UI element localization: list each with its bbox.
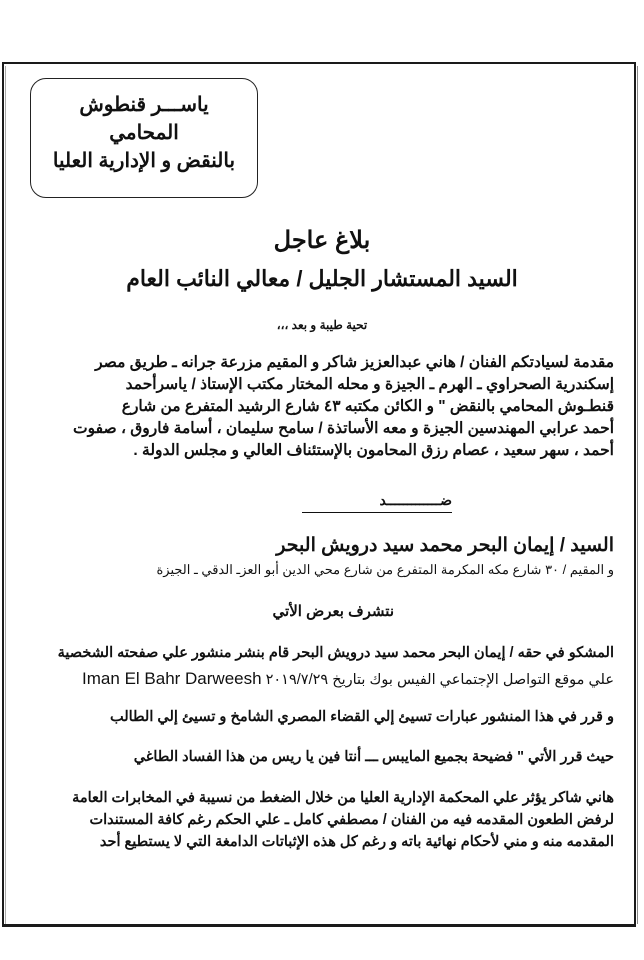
document-heading: بلاغ عاجل <box>273 227 371 254</box>
body-line: المشكو في حقه / إيمان البحر محمد سيد درويش البحر قام بنشر منشور علي صفحته الشخصية <box>57 645 614 661</box>
defendant-name: السيد / إيمان البحر محمد سيد درويش البحر <box>276 535 614 556</box>
border-inner-left <box>5 66 6 924</box>
paragraph-line: أحمد ، سهر سعيد ، عصام رزق المحامون بالإستئناف العالي و مجلس الدولة . <box>133 442 614 459</box>
body-line: المقدمه منه و مني لأحكام نهائية باته و رغم كل هذه الإثباتات الدامغة التي لا يستطيع أحد <box>99 834 614 850</box>
paragraph-line: مقدمة لسيادتكم الفنان / هاني عبدالعزيز شاكر و المقيم مزرعة جرانه ـ طريق مصر <box>95 354 614 371</box>
paragraph-line: أحمد عرابي المهندسين الجيزة و معه الأساتذة / سامح سليمان ، أسامة فاروق ، صفوت <box>73 420 614 437</box>
paragraph-line: قنطـوش المحامي بالنقض " و الكائن مكتبه ٤٣ شارع الرشيد المتفرع من شارع <box>121 398 614 415</box>
lawyer-title: المحامي <box>109 122 179 144</box>
lawyer-court: بالنقض و الإدارية العليا <box>52 150 236 172</box>
versus-label: ضـــــــــــــد <box>302 492 452 513</box>
complaint-paragraph <box>32 352 614 462</box>
defendant-address: و المقيم / ٣٠ شارع مكه المكرمة المتفرع من شارع محي الدين أبو العزـ الدقي ـ الجيزة <box>156 562 614 577</box>
body-line: و قرر في هذا المنشور عبارات تسيئ إلي القضاء المصري الشامخ و تسيئ إلي الطالب <box>109 709 614 725</box>
addressee-line: السيد المستشار الجليل / معالي النائب العام <box>126 266 518 291</box>
section-title: نتشرف بعرض الأتي <box>272 603 394 620</box>
letterhead-box <box>30 78 258 198</box>
facebook-page-name: Iman El Bahr Darweesh <box>82 669 262 688</box>
greeting: تحية طيبة و بعد ،،، <box>276 318 368 332</box>
body-line: حيث قرر الأتي " فضيحة بجميع المايبس ـــ أنتا فين يا ريس من هذا الفساد الطاغي <box>133 749 614 765</box>
lawyer-name: ياســـر قنطوش <box>79 94 209 116</box>
body-line: لرفض الطعون المقدمه فيه من الفنان / مصطفي كامل ـ علي الحكم رغم كافة المستندات <box>89 812 614 828</box>
body-line: هاني شاكر يؤثر علي المحكمة الإدارية العليا من خلال الضغط من نسيبة في المخابرات العامة <box>72 790 614 806</box>
paragraph-line: إسكندرية الصحراوي ـ الهرم ـ الجيزة و محله المختار مكتب الإستاذ / ياسرأحمد <box>125 376 614 393</box>
body-line-text: علي موقع التواصل الإجتماعي الفيس بوك بتاريخ ٢٠١٩/٧/٢٩ <box>265 672 614 688</box>
body-line <box>82 669 614 689</box>
border-inner-right <box>637 66 638 924</box>
